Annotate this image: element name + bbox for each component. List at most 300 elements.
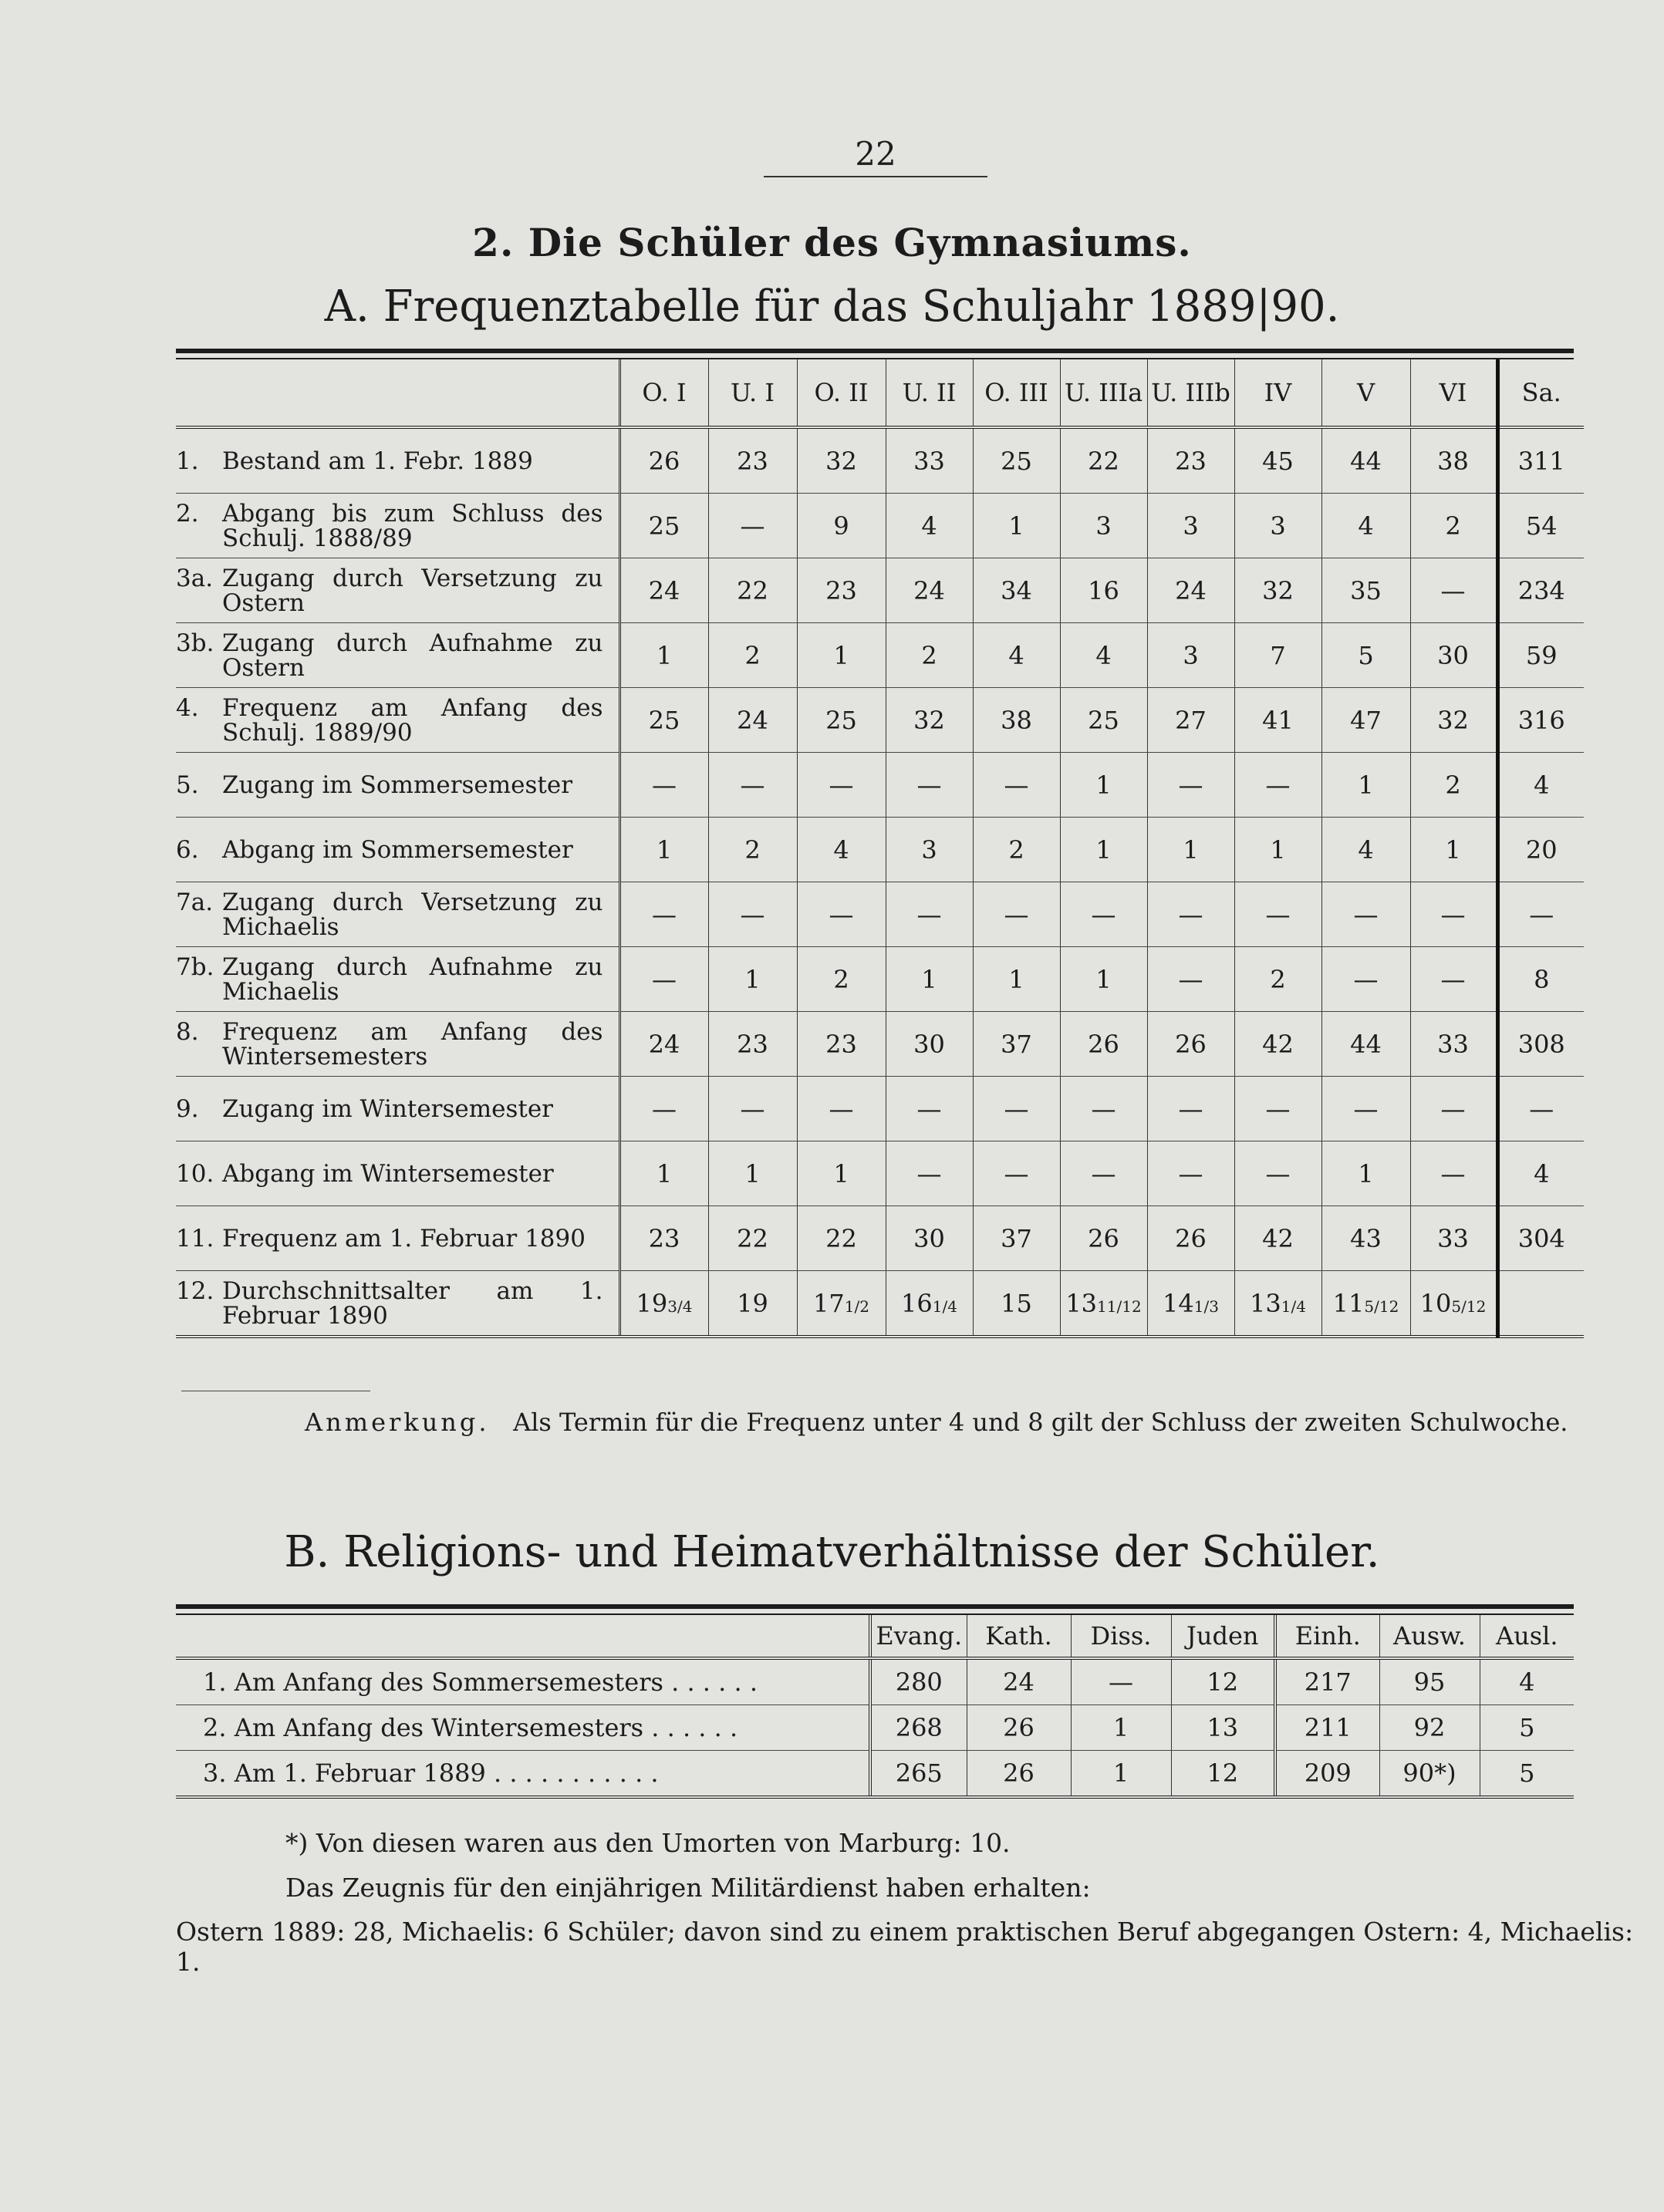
- row-label-cell: [176, 688, 619, 753]
- table-a-row: [176, 1077, 1584, 1141]
- table-b-col-header: Ausl.: [1480, 1615, 1574, 1658]
- average-age-cell: [973, 1271, 1060, 1337]
- age-fraction: 1/2: [844, 1297, 869, 1316]
- table-a-cell: 38: [973, 688, 1060, 753]
- table-a-cell: 1: [973, 947, 1060, 1012]
- table-a-cell: 5: [1321, 623, 1410, 688]
- table-a-cell: 30: [886, 1012, 973, 1077]
- table-a-cell: —: [619, 882, 708, 947]
- row-total: —: [1497, 882, 1584, 947]
- table-a-cell: 4: [1321, 818, 1410, 882]
- row-number: 6.: [176, 835, 199, 864]
- age-whole: 13: [1250, 1288, 1281, 1318]
- table-a-cell: 1: [973, 494, 1060, 558]
- table-a-cell: 35: [1321, 558, 1410, 623]
- table-a-cell: 38: [1410, 427, 1497, 494]
- table-b-cell: 24: [967, 1658, 1071, 1705]
- table-a-cell: 33: [1410, 1012, 1497, 1077]
- table-b-cell: —: [1071, 1658, 1171, 1705]
- table-b-title: B. Religions- und Heimatverhältnisse der Schüler.: [284, 1527, 1380, 1577]
- table-b-cell: 5: [1480, 1705, 1574, 1751]
- row-number: 8.: [176, 1017, 199, 1046]
- page-number-rule: [764, 176, 987, 177]
- table-a-cell: 2: [1410, 753, 1497, 818]
- frequency-table: [176, 349, 1574, 1338]
- table-b-cell: 95: [1379, 1658, 1480, 1705]
- table-a-cell: —: [886, 1077, 973, 1141]
- row-total: 234: [1497, 558, 1584, 623]
- table-a-cell: —: [886, 753, 973, 818]
- table-b-cell: 12: [1171, 1751, 1275, 1798]
- table-a-cell: 30: [886, 1206, 973, 1271]
- table-a-cell: —: [973, 1141, 1060, 1206]
- table-b-cell: 209: [1275, 1751, 1379, 1798]
- table-a-cell: 1: [1410, 818, 1497, 882]
- page-number: 22: [855, 135, 896, 173]
- row-label-cell: [176, 558, 619, 623]
- table-a-cell: —: [1321, 1077, 1410, 1141]
- note-text: Als Termin für die Frequenz unter 4 und 8 gilt der Schluss der zweiten Schulwoche.: [513, 1408, 1568, 1437]
- table-a-cell: 2: [973, 818, 1060, 882]
- row-label-text: Zugang durch Versetzung zu Michaelis: [222, 888, 603, 941]
- table-a-cell: —: [1234, 753, 1321, 818]
- table-b-cell: 211: [1275, 1705, 1379, 1751]
- average-age-cell: [797, 1271, 886, 1337]
- table-a-col-header: V: [1321, 359, 1410, 427]
- table-a-cell: 1: [708, 1141, 797, 1206]
- table-a-cell: 26: [1147, 1206, 1234, 1271]
- row-label: [176, 835, 619, 864]
- table-b-cell: 13: [1171, 1705, 1275, 1751]
- table-a-cell: —: [708, 494, 797, 558]
- table-a-cell: —: [797, 882, 886, 947]
- row-label-cell: [176, 947, 619, 1012]
- row-label-text: Frequenz am Anfang des Wintersemesters: [222, 1017, 603, 1071]
- table-b-header-blank: [176, 1615, 870, 1658]
- age-whole: 16: [901, 1288, 933, 1318]
- table-a-col-header: O. II: [797, 359, 886, 427]
- row-label: [176, 1159, 619, 1188]
- table-a-cell: —: [886, 882, 973, 947]
- row-label-text: Bestand am 1. Febr. 1889: [222, 447, 533, 475]
- table-a-cell: —: [1147, 882, 1234, 947]
- table-b-row-label: 1. Am Anfang des Sommersemesters . . . . . .: [176, 1658, 870, 1705]
- row-label: [176, 1276, 619, 1330]
- table-a-cell: 26: [1060, 1206, 1147, 1271]
- table-b-row: [176, 1705, 1574, 1751]
- table-a-cell: 24: [619, 558, 708, 623]
- table-a-cell: 1: [797, 623, 886, 688]
- row-label: [176, 1094, 619, 1123]
- row-label-text: Zugang im Sommersemester: [222, 770, 573, 799]
- table-b-cell: 26: [967, 1751, 1071, 1798]
- table-a-cell: 9: [797, 494, 886, 558]
- table-a-cell: —: [1410, 1077, 1497, 1141]
- row-label-cell: [176, 753, 619, 818]
- table-a-cell: 1: [797, 1141, 886, 1206]
- table-a-cell: —: [1147, 947, 1234, 1012]
- table-b-col-header: Ausw.: [1379, 1615, 1480, 1658]
- table-a-cell: 24: [1147, 558, 1234, 623]
- row-label-text: Zugang durch Aufnahme zu Michaelis: [222, 953, 603, 1006]
- age-whole: 13: [1065, 1288, 1098, 1318]
- table-b-top-rule: [176, 1604, 1574, 1609]
- table-a-cell: 37: [973, 1012, 1060, 1077]
- footnote-line-3: Ostern 1889: 28, Michaelis: 6 Schüler; davon sind zu einem praktischen Beruf abgegangen Ostern: 4, Michaelis: 1.: [176, 1917, 1634, 1977]
- average-age-cell: [708, 1271, 797, 1337]
- table-b-body: [176, 1658, 1574, 1797]
- age-fraction: 1/4: [1281, 1297, 1306, 1316]
- table-a-cell: 23: [797, 558, 886, 623]
- table-a-cell: —: [797, 753, 886, 818]
- average-age-cell: [1321, 1271, 1410, 1337]
- row-number: 3a.: [176, 564, 214, 592]
- table-a-cell: 33: [886, 427, 973, 494]
- table-a-cell: 47: [1321, 688, 1410, 753]
- table-a-cell: —: [1410, 882, 1497, 947]
- table-a-cell: —: [797, 1077, 886, 1141]
- table-a-cell: 27: [1147, 688, 1234, 753]
- row-label: [176, 1226, 619, 1251]
- row-total: —: [1497, 1077, 1584, 1141]
- row-total: 311: [1497, 427, 1584, 494]
- row-label-text: Frequenz am Anfang des Schulj. 1889/90: [222, 693, 603, 747]
- row-label-text: Zugang durch Versetzung zu Ostern: [222, 564, 603, 617]
- row-label-cell: [176, 1077, 619, 1141]
- table-a-cell: 43: [1321, 1206, 1410, 1271]
- average-age-cell: [1497, 1271, 1584, 1337]
- table-a-col-header: Sa.: [1497, 359, 1584, 427]
- row-label-cell: [176, 882, 619, 947]
- table-a-cell: —: [1234, 1141, 1321, 1206]
- table-a-row: [176, 427, 1584, 494]
- table-a-cell: 25: [1060, 688, 1147, 753]
- table-a-col-header: VI: [1410, 359, 1497, 427]
- row-total: 304: [1497, 1206, 1584, 1271]
- row-total: 316: [1497, 688, 1584, 753]
- age-whole: 19: [636, 1288, 668, 1318]
- average-age-cell: [1147, 1271, 1234, 1337]
- table-a-cell: 30: [1410, 623, 1497, 688]
- table-a-cell: 3: [1060, 494, 1147, 558]
- table-a-body: [176, 427, 1584, 1337]
- table-a-title: A. Frequenztabelle für das Schuljahr 1889|90.: [324, 282, 1340, 332]
- table-a-cell: 1: [1321, 753, 1410, 818]
- table-a-cell: 24: [708, 688, 797, 753]
- age-whole: 17: [813, 1288, 845, 1318]
- table-b-cell: 12: [1171, 1658, 1275, 1705]
- table-a-cell: 25: [797, 688, 886, 753]
- table-a-cell: 23: [708, 427, 797, 494]
- religion-table: [176, 1604, 1574, 1799]
- table-b-col-header: Kath.: [967, 1615, 1071, 1658]
- table-b-cell: 280: [870, 1658, 967, 1705]
- table-a-cell: 3: [1147, 623, 1234, 688]
- table-a-cell: 4: [797, 818, 886, 882]
- table-a-col-header: IV: [1234, 359, 1321, 427]
- row-number: 7a.: [176, 888, 214, 916]
- table-a-cell: 1: [1060, 753, 1147, 818]
- table-a-cell: 23: [708, 1012, 797, 1077]
- table-a-cell: —: [886, 1141, 973, 1206]
- table-a-cell: —: [1147, 753, 1234, 818]
- table-a-cell: 1: [619, 623, 708, 688]
- row-number: 12.: [176, 1276, 214, 1305]
- row-label: [176, 631, 619, 680]
- row-number: 2.: [176, 499, 199, 528]
- table-a-row: [176, 558, 1584, 623]
- average-age-cell: [1234, 1271, 1321, 1337]
- table-a-cell: 3: [1234, 494, 1321, 558]
- table-a-cell: 45: [1234, 427, 1321, 494]
- table-a-cell: 4: [973, 623, 1060, 688]
- row-total: 4: [1497, 1141, 1584, 1206]
- table-b-col-header: Diss.: [1071, 1615, 1171, 1658]
- row-label-cell: [176, 1206, 619, 1271]
- row-label-text: Abgang bis zum Schluss des Schulj. 1888/89: [222, 499, 603, 552]
- table-a-cell: 41: [1234, 688, 1321, 753]
- table-a-cell: 25: [619, 494, 708, 558]
- table-a-row: [176, 494, 1584, 558]
- table-a-cell: 42: [1234, 1012, 1321, 1077]
- table-a-cell: 3: [1147, 494, 1234, 558]
- table-a-row: [176, 1012, 1584, 1077]
- table-a-cell: 4: [1060, 623, 1147, 688]
- table-a-cell: 1: [619, 818, 708, 882]
- table-a-cell: 2: [1410, 494, 1497, 558]
- table-a-cell: —: [1060, 1141, 1147, 1206]
- table-b-cell: 1: [1071, 1705, 1171, 1751]
- table-a-cell: —: [1234, 1077, 1321, 1141]
- average-age-cell: [1060, 1271, 1147, 1337]
- footnote-star: *) Von diesen waren aus den Umorten von Marburg: 10.: [285, 1828, 1011, 1858]
- table-a-col-header: O. III: [973, 359, 1060, 427]
- row-label-cell: [176, 818, 619, 882]
- table-a-cell: —: [973, 753, 1060, 818]
- table-a-cell: 2: [708, 623, 797, 688]
- table-a-cell: 1: [1147, 818, 1234, 882]
- table-a-cell: —: [1321, 947, 1410, 1012]
- table-a-cell: —: [619, 1077, 708, 1141]
- table-a-row: [176, 947, 1584, 1012]
- row-number: 1.: [176, 447, 199, 475]
- table-a-cell: 1: [1234, 818, 1321, 882]
- table-a-cell: 7: [1234, 623, 1321, 688]
- table-a-cell: 22: [797, 1206, 886, 1271]
- age-whole: 10: [1419, 1288, 1452, 1318]
- row-label-cell: [176, 1271, 619, 1337]
- table-a-cell: —: [973, 882, 1060, 947]
- table-a-cell: 26: [1147, 1012, 1234, 1077]
- row-label-cell: [176, 1012, 619, 1077]
- table-a-col-header: U. II: [886, 359, 973, 427]
- average-age-cell: [886, 1271, 973, 1337]
- table-a-cell: —: [708, 753, 797, 818]
- table-a-cell: 1: [708, 947, 797, 1012]
- table-a-cell: 3: [886, 818, 973, 882]
- age-whole: 14: [1163, 1288, 1194, 1318]
- row-label-cell: [176, 623, 619, 688]
- table-a-cell: 1: [1060, 947, 1147, 1012]
- table-a-cell: 2: [797, 947, 886, 1012]
- table-b-cell: 92: [1379, 1705, 1480, 1751]
- table-b-cell: 90*): [1379, 1751, 1480, 1798]
- row-label-text: Frequenz am 1. Februar 1890: [222, 1224, 586, 1253]
- age-fraction: 1/3: [1193, 1297, 1219, 1316]
- age-fraction: 5/12: [1451, 1297, 1487, 1316]
- table-a-row: [176, 1141, 1584, 1206]
- row-number: 9.: [176, 1094, 199, 1123]
- row-label-text: Abgang im Sommersemester: [222, 835, 573, 864]
- table-b-row: [176, 1658, 1574, 1705]
- table-a-cell: —: [708, 1077, 797, 1141]
- table-a-col-header: O. I: [619, 359, 708, 427]
- table-a-cell: —: [1234, 882, 1321, 947]
- table-b-col-header: Evang.: [870, 1615, 967, 1658]
- section-title: 2. Die Schüler des Gymnasiums.: [472, 220, 1192, 265]
- table-a-cell: —: [708, 882, 797, 947]
- row-label-cell: [176, 494, 619, 558]
- table-a-cell: 23: [1147, 427, 1234, 494]
- table-a-row: [176, 882, 1584, 947]
- table-a-cell: 22: [708, 558, 797, 623]
- row-label-text: Abgang im Wintersemester: [222, 1159, 554, 1188]
- age-whole: 19: [737, 1288, 768, 1318]
- row-number: 4.: [176, 693, 199, 722]
- table-b-header-row: [176, 1615, 1574, 1658]
- table-b-cell: 1: [1071, 1751, 1171, 1798]
- footnote-line-2: Das Zeugnis für den einjährigen Militärdienst haben erhalten:: [285, 1873, 1091, 1903]
- table-a-cell: 22: [708, 1206, 797, 1271]
- table-a-cell: —: [1060, 882, 1147, 947]
- table-b-col-header: Einh.: [1275, 1615, 1379, 1658]
- table-a-cell: —: [619, 947, 708, 1012]
- table-a-cell: 1: [886, 947, 973, 1012]
- table-a-row: [176, 688, 1584, 753]
- table-a-cell: 23: [797, 1012, 886, 1077]
- row-label: [176, 1017, 619, 1071]
- age-whole: 15: [1001, 1288, 1032, 1318]
- row-label-text: Durchschnittsalter am 1. Februar 1890: [222, 1276, 603, 1330]
- row-total: 8: [1497, 947, 1584, 1012]
- table-a-cell: —: [1060, 1077, 1147, 1141]
- table-a-cell: 37: [973, 1206, 1060, 1271]
- table-a-cell: 1: [619, 1141, 708, 1206]
- table-a-cell: 32: [1410, 688, 1497, 753]
- table-a-header-row: [176, 359, 1584, 427]
- row-total: 59: [1497, 623, 1584, 688]
- table-a-cell: 24: [886, 558, 973, 623]
- table-a-row: [176, 818, 1584, 882]
- table-a-cell: 33: [1410, 1206, 1497, 1271]
- table-a-row-average-age: [176, 1271, 1584, 1337]
- table-a-cell: 44: [1321, 1012, 1410, 1077]
- row-total: 20: [1497, 818, 1584, 882]
- table-b-cell: 265: [870, 1751, 967, 1798]
- table-a-cell: 4: [1321, 494, 1410, 558]
- table-b-col-header: Juden: [1171, 1615, 1275, 1658]
- table-a-cell: —: [1321, 882, 1410, 947]
- row-label: [176, 501, 619, 551]
- table-b-cell: 5: [1480, 1751, 1574, 1798]
- table-a-cell: —: [1410, 1141, 1497, 1206]
- table-a-cell: 32: [797, 427, 886, 494]
- table-a-row: [176, 623, 1584, 688]
- row-label: [176, 693, 619, 747]
- table-a-cell: 1: [1060, 818, 1147, 882]
- table-a-cell: —: [619, 753, 708, 818]
- table-a-cell: 32: [1234, 558, 1321, 623]
- table-a-cell: 2: [1234, 947, 1321, 1012]
- table-a-col-header: U. I: [708, 359, 797, 427]
- table-a-cell: 2: [886, 623, 973, 688]
- row-total: 4: [1497, 753, 1584, 818]
- row-number: 5.: [176, 770, 199, 799]
- table-b-row: [176, 1751, 1574, 1798]
- table-a-cell: 2: [708, 818, 797, 882]
- table-b-cell: 26: [967, 1705, 1071, 1751]
- table-b-row-label: 3. Am 1. Februar 1889 . . . . . . . . . . .: [176, 1751, 870, 1798]
- note-label: Anmerkung.: [305, 1408, 490, 1437]
- table-a-cell: —: [1410, 558, 1497, 623]
- table-a-cell: —: [1410, 947, 1497, 1012]
- table-a-cell: 23: [619, 1206, 708, 1271]
- row-total: 54: [1497, 494, 1584, 558]
- row-label-text: Zugang durch Aufnahme zu Ostern: [222, 629, 603, 682]
- table-a-col-header: U. IIIa: [1060, 359, 1147, 427]
- row-label: [176, 566, 619, 615]
- row-label: [176, 770, 619, 799]
- note: [305, 1408, 1568, 1437]
- table-a-cell: 16: [1060, 558, 1147, 623]
- age-whole: 11: [1332, 1288, 1365, 1318]
- table-a-cell: 1: [1321, 1141, 1410, 1206]
- table-a-cell: 42: [1234, 1206, 1321, 1271]
- table-a-row: [176, 1206, 1584, 1271]
- table-b-cell: 4: [1480, 1658, 1574, 1705]
- table-a-cell: 34: [973, 558, 1060, 623]
- table-a-header-blank: [176, 359, 619, 427]
- table-a-cell: 24: [619, 1012, 708, 1077]
- table-a-cell: —: [1147, 1077, 1234, 1141]
- row-label-text: Zugang im Wintersemester: [222, 1094, 554, 1123]
- average-age-cell: [1410, 1271, 1497, 1337]
- row-label: [176, 890, 619, 939]
- row-number: 10.: [176, 1159, 214, 1188]
- age-fraction: 3/4: [667, 1297, 693, 1316]
- table-a-col-header: U. IIIb: [1147, 359, 1234, 427]
- average-age-cell: [619, 1271, 708, 1337]
- age-fraction: 1/4: [932, 1297, 957, 1316]
- row-number: 3b.: [176, 629, 214, 657]
- row-number: 7b.: [176, 953, 214, 981]
- table-a-cell: 25: [619, 688, 708, 753]
- table-a-top-rule: [176, 349, 1574, 353]
- table-b-row-label: 2. Am Anfang des Wintersemesters . . . . . .: [176, 1705, 870, 1751]
- table-a-cell: 32: [886, 688, 973, 753]
- table-a-cell: —: [1147, 1141, 1234, 1206]
- row-label-cell: [176, 1141, 619, 1206]
- table-b-cell: 217: [1275, 1658, 1379, 1705]
- age-fraction: 11/12: [1097, 1297, 1142, 1316]
- row-number: 11.: [176, 1224, 214, 1253]
- table-a-cell: 4: [886, 494, 973, 558]
- row-label: [176, 955, 619, 1004]
- table-a-cell: 22: [1060, 427, 1147, 494]
- table-a-cell: —: [973, 1077, 1060, 1141]
- row-label: [176, 449, 619, 474]
- age-fraction: 5/12: [1364, 1297, 1399, 1316]
